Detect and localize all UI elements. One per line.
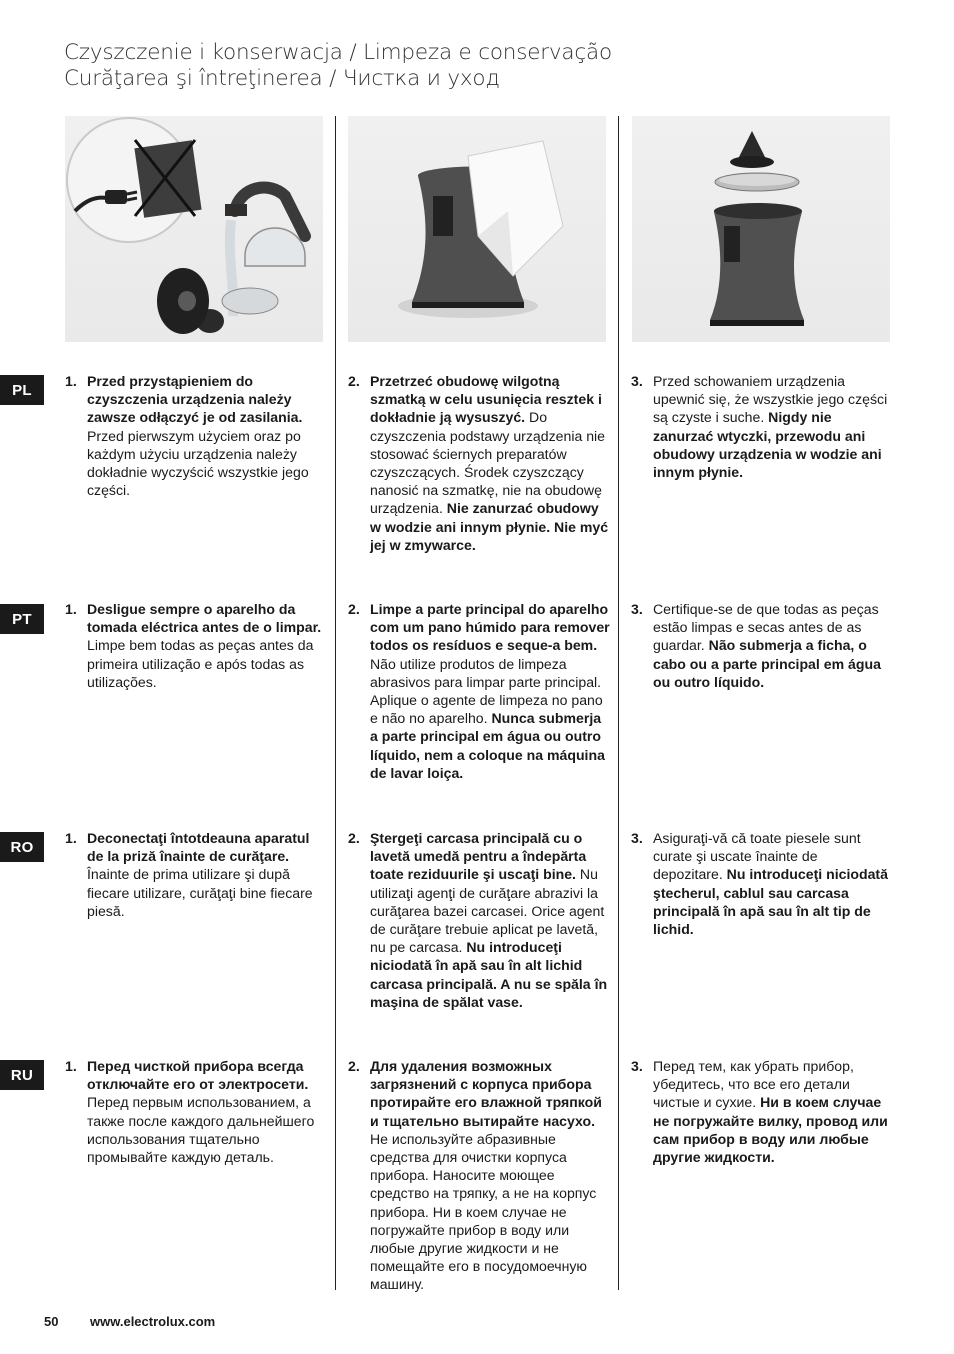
step-text: Certifique-se de que todas as peças estão limpas e secas antes de as guardar. [653,601,879,654]
step-warning-text: Não submerja a ficha, o cabo ou a parte principal em água ou outro líquido. [653,637,881,690]
step-bold-text: Ştergeţi carcasa principală cu o lavetă umedă pentru a îndepărta toate reziduurile şi uscaţi bine. [370,830,587,883]
step-text: Asiguraţi-vă că toate piesele sunt curate şi uscate înainte de depozitare. [653,830,861,883]
step-warning-text: Nunca submerja a parte principal em água ou outro líquido, nem a coloque na máquina de lavar loiça. [370,710,605,781]
step-text: Перед первым использованием, а также после каждого дальнейшего использования тщательно промывайте каждую деталь. [87,1094,315,1166]
page-title-line-1: Czyszczenie i konserwacja / Limpeza e conservação [64,40,612,65]
step-number: 3. [631,1058,643,1074]
step-number: 1. [65,1058,77,1074]
step-warning-text: Nu introduceţi niciodată ştecherul, cablul sau carcasa principală în apă sau în alt tip de lichid. [653,866,888,938]
step-warning-text: Ни в коем случае не погружайте вилку, провод или сам прибор в воду или любые другие жидкости. [653,1094,888,1166]
page-number: 50 [44,1314,59,1329]
step-bold-text: Перед чисткой прибора всегда отключайте его от электросети. [87,1058,309,1093]
step-number: 3. [631,373,643,389]
step-bold-text: Przetrzeć obudowę wilgotną szmatką w celu usunięcia resztek i dokładnie ją wysuszyć. [370,373,602,426]
step-text: Не используйте абразивные средства для очистки корпуса прибора. Наносите моющее средство на тряпку, а не на корпус прибора. Ни в коем случае не погружайте прибор в воду или любые другие жидкости и не помещайте его в посудомоечную машину. [370,1130,597,1293]
step-bold-text: Для удаления возможных загрязнений с корпуса прибора протирайте его влажной тряпкой и тщательно вытирайте насухо. [370,1058,602,1129]
disassembled-juicer-illustration [632,116,890,342]
unplug-and-wash-illustration [65,116,323,342]
step-text: Limpe bem todas as peças antes da primeira utilização e após todas as utilizações. [87,637,314,690]
step-number: 1. [65,830,77,846]
step-text: Przed pierwszym użyciem oraz po każdym użyciu urządzenia należy dokładnie wyczyścić wszystkie jego części. [87,427,309,499]
column-divider [618,116,619,1290]
step-bold-text: Desligue sempre o aparelho da tomada eléctrica antes de o limpar. [87,601,322,636]
lang-tab-ru: RU [0,1060,44,1090]
step-warning-text: Nigdy nie zanurzać wtyczki, przewodu ani obudowy urządzenia w wodzie ani innym płynie. [653,409,882,481]
step-number: 2. [348,1058,360,1074]
step-text: Перед тем, как убрать прибор, убедитесь, что все его детали чистые и сухие. [653,1058,854,1111]
step-number: 3. [631,601,643,617]
step-number: 1. [65,373,77,389]
step-bold-text: Deconectaţi întotdeauna aparatul de la priză înainte de curăţare. [87,830,310,865]
step-number: 1. [65,601,77,617]
wipe-housing-illustration [348,116,606,342]
step-number: 2. [348,601,360,617]
page-title [64,40,612,92]
step-warning-text: Nie zanurzać obudowy w wodzie ani innym płynie. Nie myć jej w zmywarce. [370,500,609,553]
step-number: 3. [631,830,643,846]
lang-tab-pt: PT [0,604,44,634]
step-text: Przed schowaniem urządzenia upewnić się, że wszystkie jego części są czyste i suche. [653,373,888,426]
step-bold-text: Limpe a parte principal do aparelho com um pano húmido para remover todos os resíduos e seque-a bem. [370,601,610,654]
step-text: Înainte de prima utilizare şi după fiecare utilizare, curăţaţi bine fiecare piesă. [87,866,313,919]
footer-url: www.electrolux.com [90,1314,216,1329]
step-text: Não utilize produtos de limpeza abrasivos para limpar parte principal. Aplique o agente de limpeza no pano e não no aparelho. [370,655,603,727]
step-number: 2. [348,830,360,846]
lang-tab-ro: RO [0,832,44,862]
step-bold-text: Przed przystąpieniem do czyszczenia urządzenia należy zawsze odłączyć je od zasilania. [87,373,303,426]
column-divider [335,116,336,1290]
step-text: Do czyszczenia podstawy urządzenia nie stosować ściernych preparatów czyszczących. Środek czyszczący nanosić na szmatkę, nie na obudowę urządzenia. [370,409,606,517]
step-number: 2. [348,373,360,389]
lang-tab-pl: PL [0,375,44,405]
page-title-line-2: Curăţarea şi întreţinerea / Чистка и уход [64,66,500,91]
step-warning-text: Nu introduceţi niciodată în apă sau în alt lichid carcasa principală. A nu se spăla în maşina de spălat vase. [370,939,608,1010]
step-text: Nu utilizaţi agenţi de curăţare abrazivi la curăţarea bazei carcasei. Orice agent de curăţare trebuie aplicat pe lavetă, nu pe carcasa. [370,866,605,956]
